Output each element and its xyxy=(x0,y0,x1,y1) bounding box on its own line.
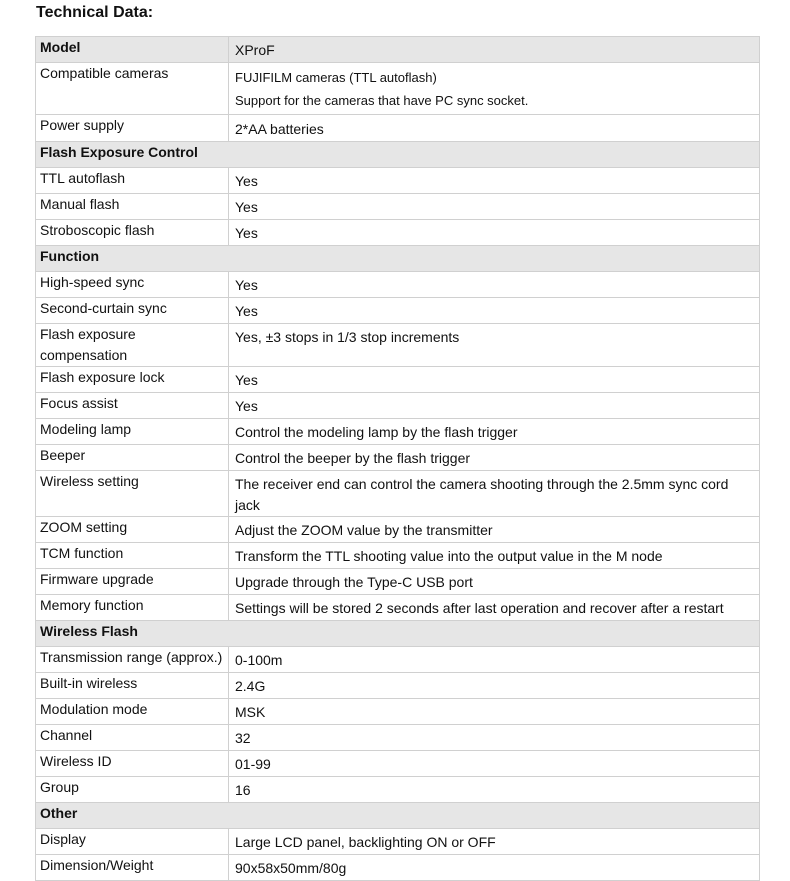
spec-label: Dimension/Weight xyxy=(36,855,229,881)
spec-row xyxy=(36,115,760,142)
spec-label: TCM function xyxy=(36,543,229,569)
spec-label: Wireless setting xyxy=(36,471,229,517)
spec-value: Adjust the ZOOM value by the transmitter xyxy=(229,517,760,543)
spec-row xyxy=(36,699,760,725)
spec-row xyxy=(36,725,760,751)
spec-row xyxy=(36,272,760,298)
spec-row xyxy=(36,517,760,543)
section-heading: Other xyxy=(36,803,760,829)
spec-value: Yes xyxy=(229,272,760,298)
spec-label: Manual flash xyxy=(36,194,229,220)
spec-label: Firmware upgrade xyxy=(36,569,229,595)
section-header-row xyxy=(36,246,760,272)
spec-row xyxy=(36,569,760,595)
section-heading: Wireless Flash xyxy=(36,621,760,647)
spec-label: Group xyxy=(36,777,229,803)
spec-value xyxy=(229,63,760,115)
spec-value-line: FUJIFILM cameras (TTL autoflash) xyxy=(235,70,437,85)
section-header-row xyxy=(36,621,760,647)
technical-data-table-body xyxy=(36,37,760,881)
spec-label: Transmission range (approx.) xyxy=(36,647,229,673)
spec-label: Built-in wireless xyxy=(36,673,229,699)
spec-row xyxy=(36,647,760,673)
spec-row xyxy=(36,168,760,194)
spec-value: Yes xyxy=(229,393,760,419)
model-label: Model xyxy=(36,37,229,63)
spec-value: Control the beeper by the flash trigger xyxy=(229,445,760,471)
spec-value: Yes xyxy=(229,367,760,393)
spec-label: ZOOM setting xyxy=(36,517,229,543)
section-header-row xyxy=(36,803,760,829)
spec-row xyxy=(36,324,760,367)
spec-label: Stroboscopic flash xyxy=(36,220,229,246)
spec-row xyxy=(36,777,760,803)
spec-value: Yes xyxy=(229,298,760,324)
spec-value: The receiver end can control the camera shooting through the 2.5mm sync cord jack xyxy=(229,471,760,517)
spec-value: Transform the TTL shooting value into the output value in the M node xyxy=(229,543,760,569)
spec-value: 0-100m xyxy=(229,647,760,673)
spec-label: High-speed sync xyxy=(36,272,229,298)
spec-value xyxy=(229,115,760,142)
spec-value: 16 xyxy=(229,777,760,803)
spec-row xyxy=(36,220,760,246)
spec-value: Yes xyxy=(229,220,760,246)
spec-value: Large LCD panel, backlighting ON or OFF xyxy=(229,829,760,855)
spec-label: Wireless ID xyxy=(36,751,229,777)
spec-label: Modulation mode xyxy=(36,699,229,725)
spec-label: Memory function xyxy=(36,595,229,621)
spec-row xyxy=(36,393,760,419)
spec-label: TTL autoflash xyxy=(36,168,229,194)
spec-value: Upgrade through the Type-C USB port xyxy=(229,569,760,595)
model-row xyxy=(36,37,760,63)
page-title: Technical Data: xyxy=(36,4,154,21)
spec-label: Flash exposure lock xyxy=(36,367,229,393)
spec-label: Second-curtain sync xyxy=(36,298,229,324)
spec-label: Channel xyxy=(36,725,229,751)
spec-label: Display xyxy=(36,829,229,855)
spec-row xyxy=(36,673,760,699)
spec-label: Modeling lamp xyxy=(36,419,229,445)
spec-value: Yes, ±3 stops in 1/3 stop increments xyxy=(229,324,760,367)
spec-value-line: 2*AA batteries xyxy=(235,121,324,137)
spec-value: Yes xyxy=(229,194,760,220)
spec-row xyxy=(36,471,760,517)
spec-row xyxy=(36,595,760,621)
spec-row xyxy=(36,367,760,393)
spec-row xyxy=(36,829,760,855)
spec-value: MSK xyxy=(229,699,760,725)
section-heading: Flash Exposure Control xyxy=(36,142,760,168)
spec-label: Flash exposure compensation xyxy=(36,324,229,367)
spec-row xyxy=(36,445,760,471)
spec-value: 90x58x50mm/80g xyxy=(229,855,760,881)
spec-row xyxy=(36,751,760,777)
spec-row xyxy=(36,63,760,115)
spec-row xyxy=(36,194,760,220)
spec-value: Yes xyxy=(229,168,760,194)
spec-value: 2.4G xyxy=(229,673,760,699)
technical-data-table xyxy=(35,36,760,881)
spec-row xyxy=(36,419,760,445)
spec-row xyxy=(36,855,760,881)
spec-row xyxy=(36,298,760,324)
spec-value-line: Support for the cameras that have PC sync socket. xyxy=(235,93,529,108)
spec-label: Focus assist xyxy=(36,393,229,419)
spec-label: Compatible cameras xyxy=(36,63,229,115)
spec-value: 01-99 xyxy=(229,751,760,777)
spec-value: Settings will be stored 2 seconds after last operation and recover after a restart xyxy=(229,595,760,621)
spec-label: Power supply xyxy=(36,115,229,142)
model-value: XProF xyxy=(229,37,760,63)
spec-value: Control the modeling lamp by the flash trigger xyxy=(229,419,760,445)
spec-row xyxy=(36,543,760,569)
section-heading: Function xyxy=(36,246,760,272)
spec-label: Beeper xyxy=(36,445,229,471)
spec-value: 32 xyxy=(229,725,760,751)
section-header-row xyxy=(36,142,760,168)
